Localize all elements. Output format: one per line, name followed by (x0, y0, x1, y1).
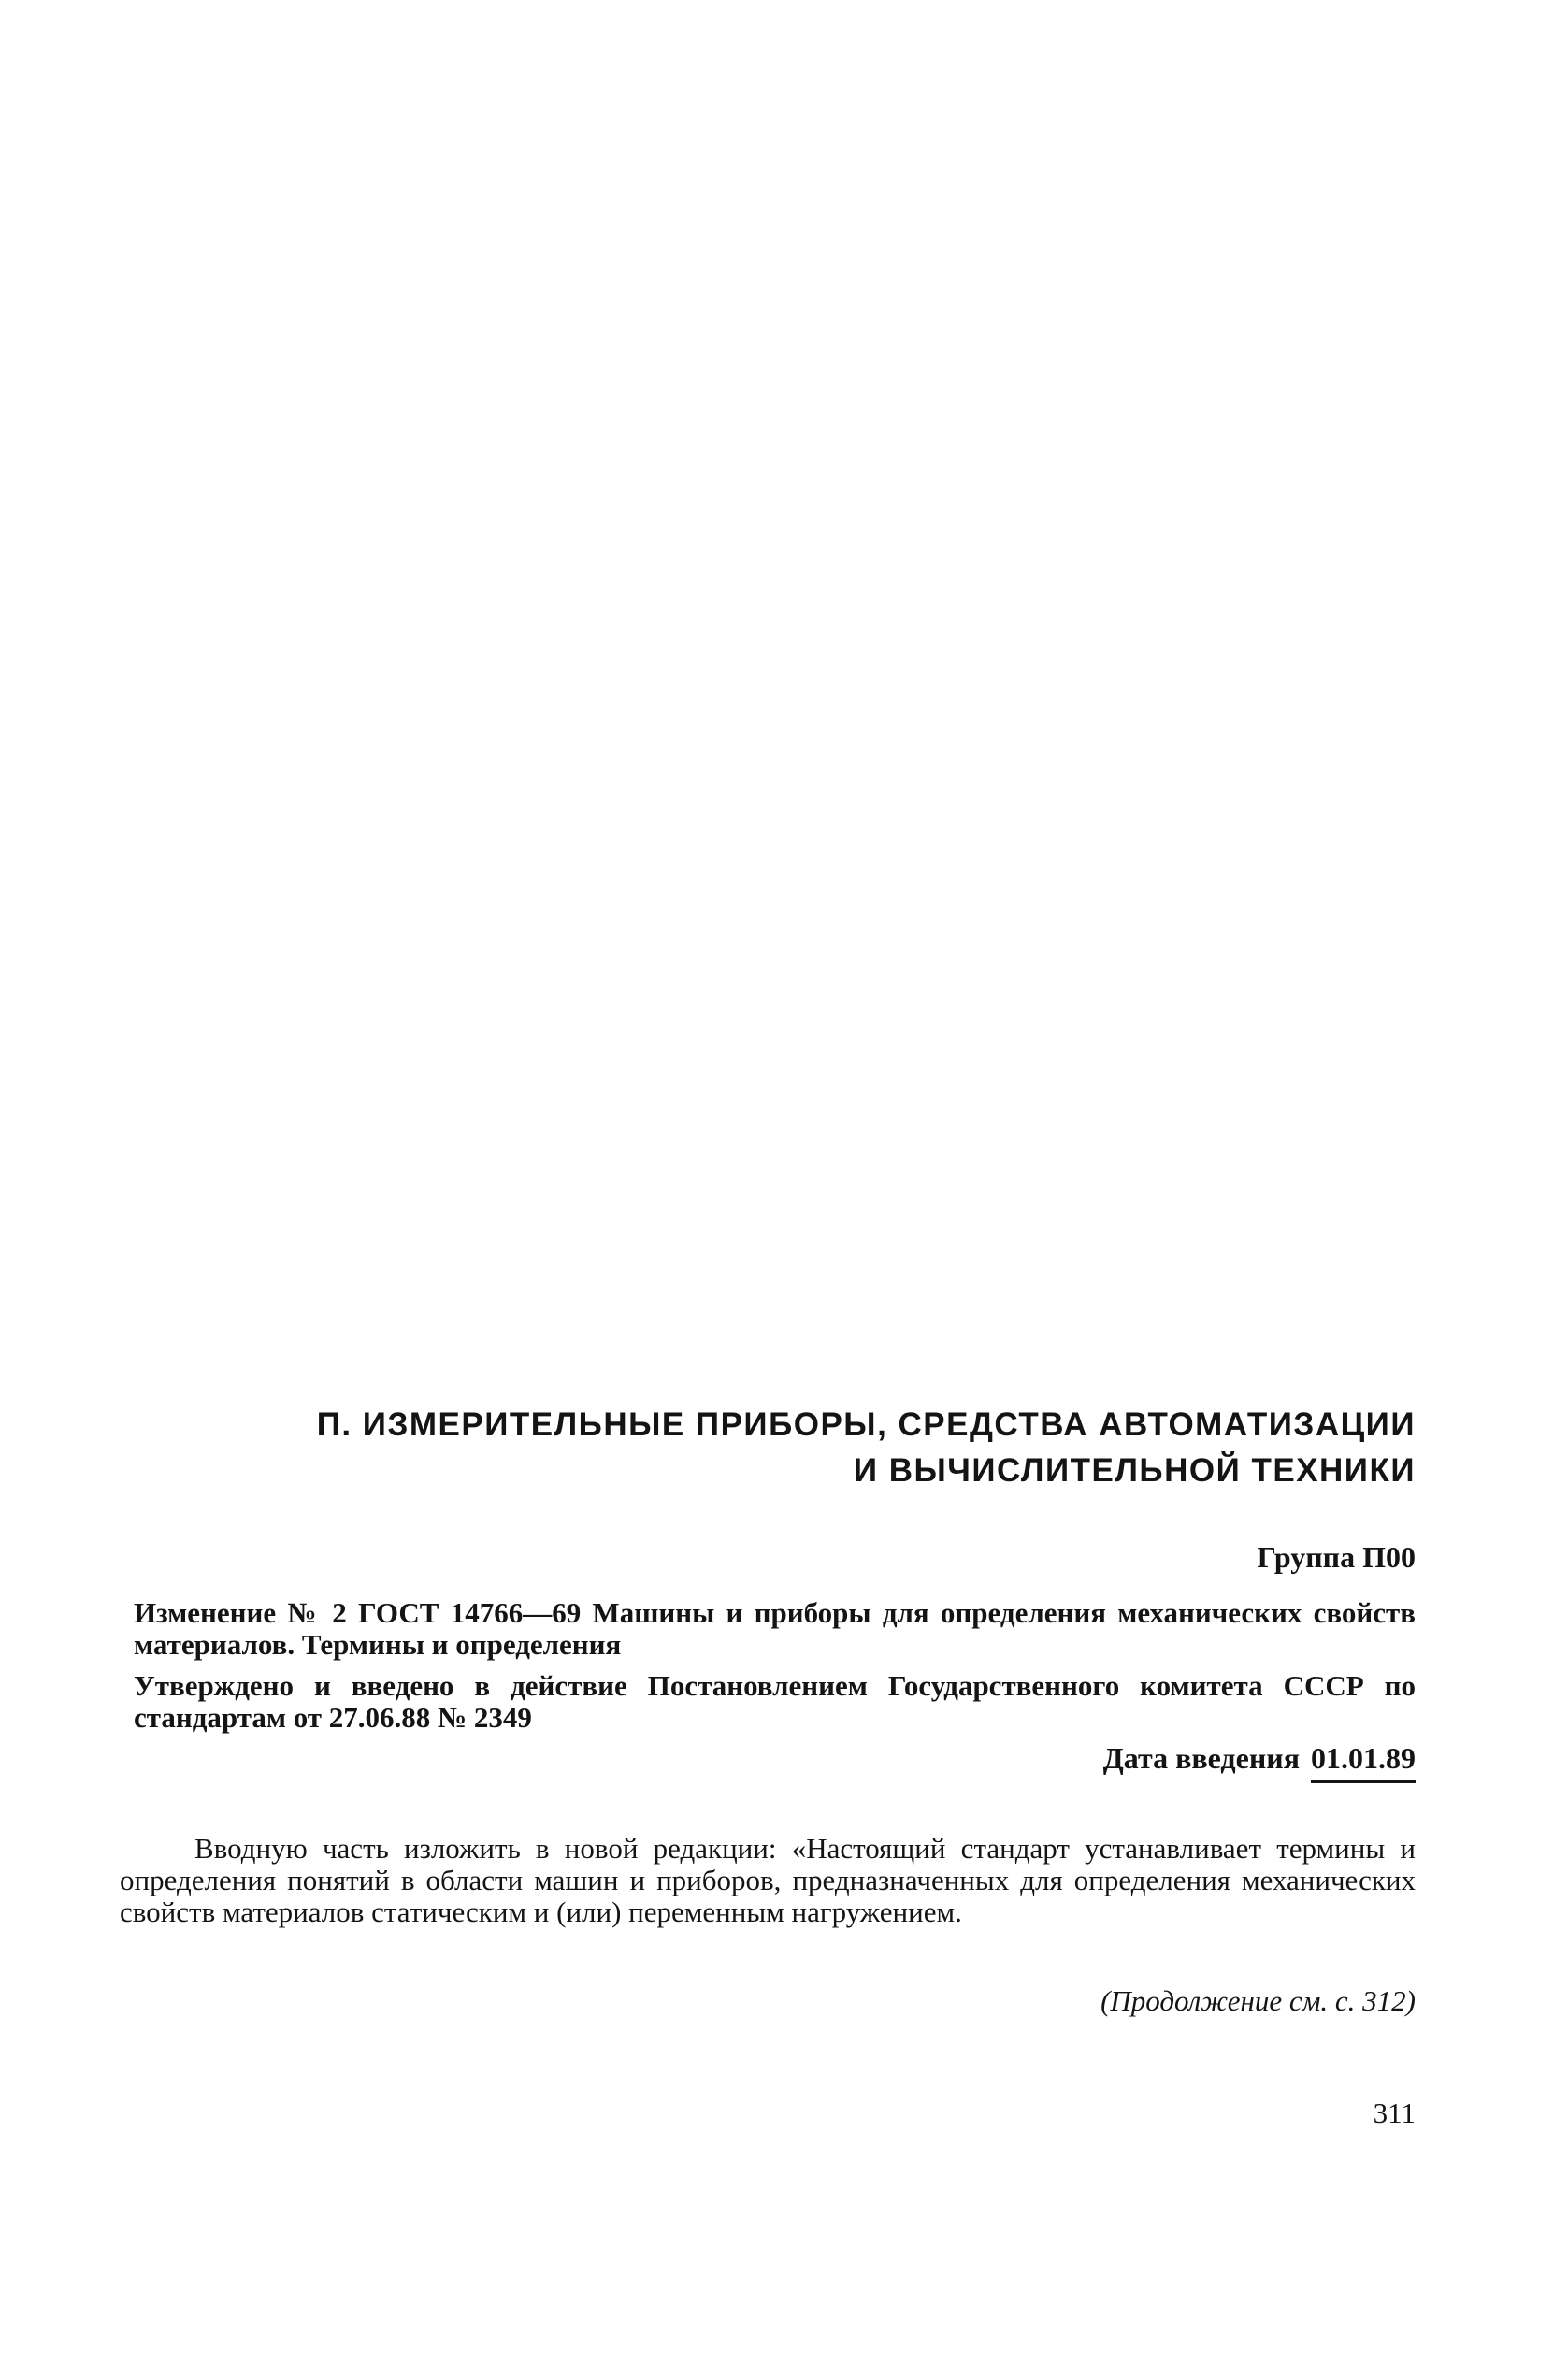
section-heading-line-2: И ВЫЧИСЛИТЕЛЬНОЙ ТЕХНИКИ (853, 1452, 1416, 1489)
page-number: 311 (1373, 2097, 1416, 2129)
introduction-date-label: Дата введения (1102, 1741, 1300, 1775)
introduction-date (842, 1739, 1416, 1783)
change-title: Изменение № 2 ГОСТ 14766—69 Машины и приборы для определения механических свойств материалов. Термины и определения (134, 1596, 1416, 1661)
section-heading-line-1: П. ИЗМЕРИТЕЛЬНЫЕ ПРИБОРЫ, СРЕДСТВА АВТОМАТИЗАЦИИ (316, 1406, 1416, 1443)
continuation-note: (Продолжение см. с. 312) (1100, 1984, 1416, 2017)
group-label: Группа П00 (1257, 1540, 1416, 1574)
approval-statement: Утверждено и введено в действие Постановлением Государственного комитета СССР по стандартам от 27.06.88 № 2349 (134, 1669, 1416, 1734)
body-paragraph: Вводную часть изложить в новой редакции: «Настоящий стандарт устанавливает термины и определения понятий в области машин и приборов, предназначенных для определения механических свойств материалов статическим и (или) переменным нагружением. (120, 1832, 1416, 1928)
introduction-date-value: 01.01.89 (1311, 1739, 1416, 1783)
